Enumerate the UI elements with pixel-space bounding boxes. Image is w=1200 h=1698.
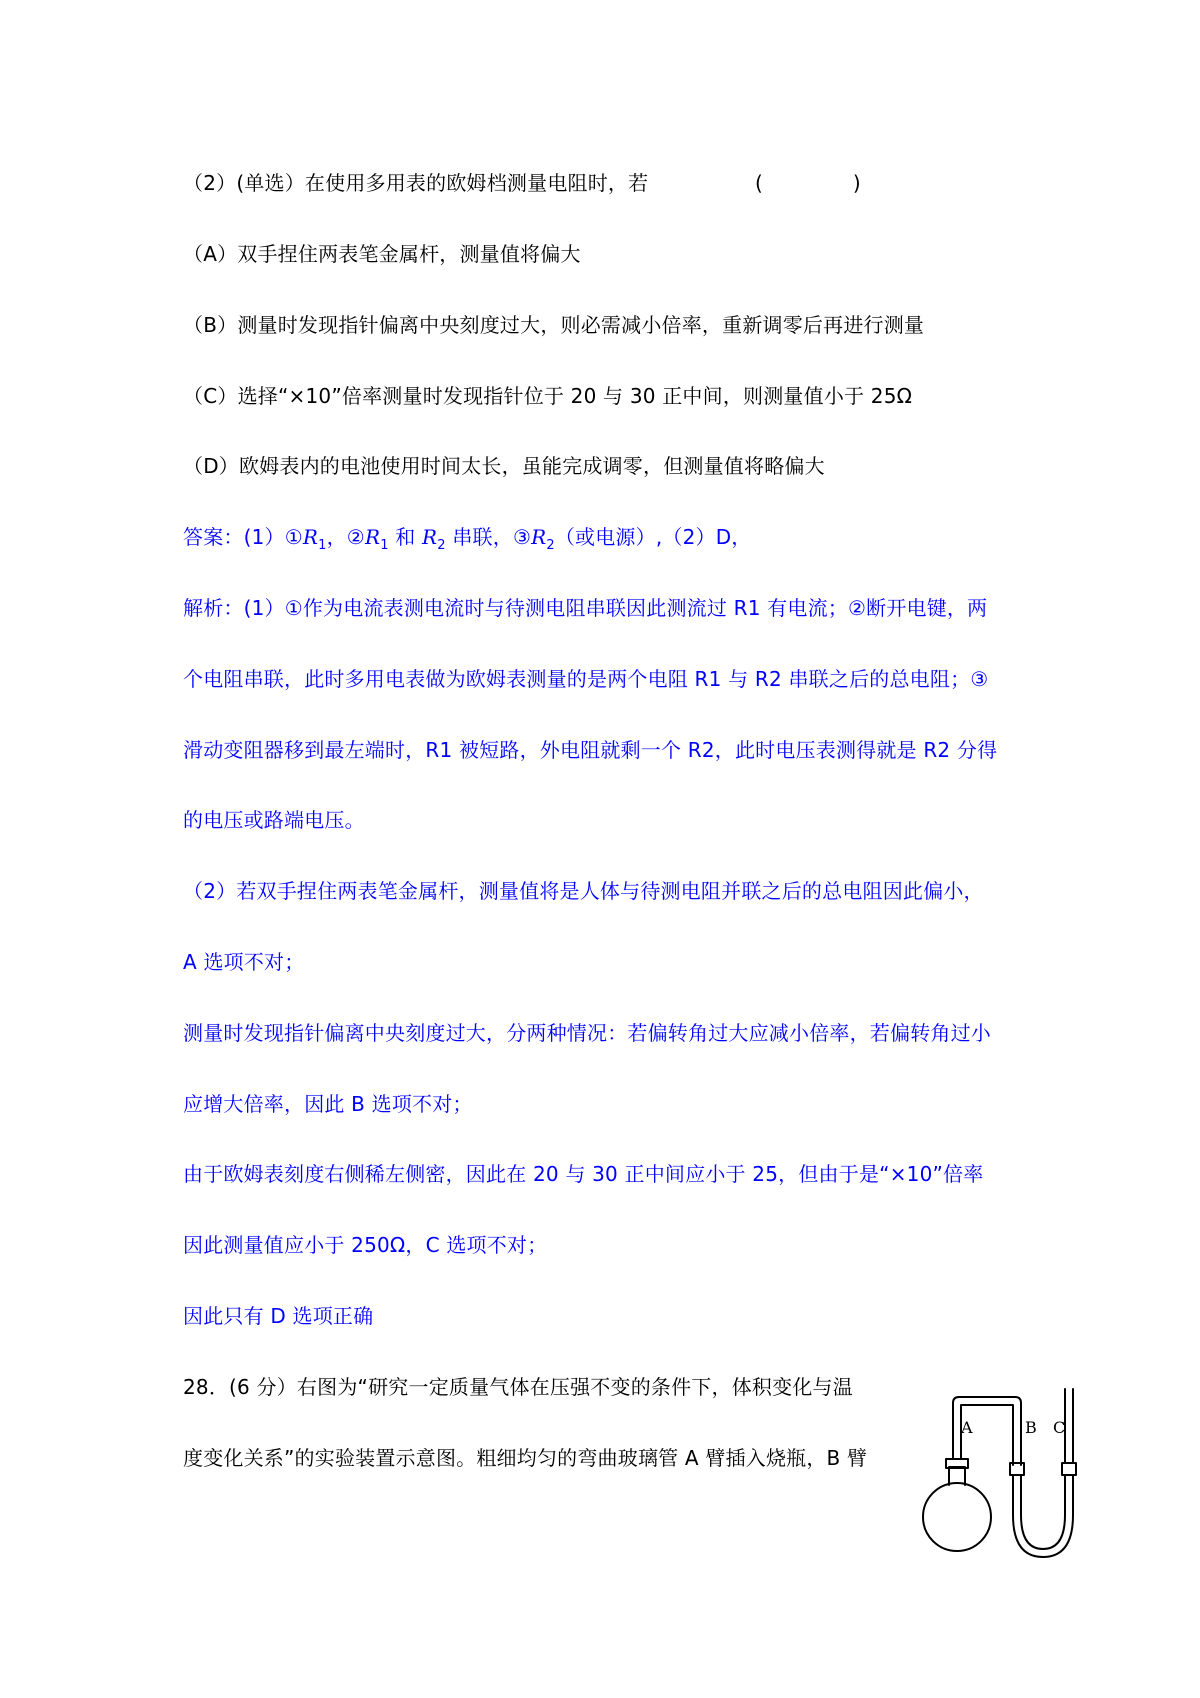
joint-c	[1062, 1463, 1076, 1475]
analysis-line-5: （2）若双手捏住两表笔金属杆，测量值将是人体与待测电阻并联之后的总电阻因此偏小，	[183, 879, 984, 903]
analysis-line-1: 解析：(1）①作为电流表测电流时与待测电阻串联因此测流过 R1 有电流；②断开电键，两	[183, 596, 988, 620]
option-a: （A）双手捏住两表笔金属杆，测量值将偏大	[183, 242, 581, 266]
label-a: A	[961, 1418, 973, 1437]
option-d: （D）欧姆表内的电池使用时间太长，虽能完成调零，但测量值将略偏大	[183, 454, 825, 478]
answer-r2-a-sub: 2	[437, 538, 446, 553]
label-b: B	[1025, 1418, 1037, 1437]
blank-open-paren: (	[755, 171, 763, 195]
apparatus-figure	[915, 1385, 1115, 1565]
answer-line	[183, 524, 752, 559]
blank-close-paren: )	[852, 171, 861, 195]
flask-bulb	[923, 1483, 991, 1551]
answer-mid-1: ，②	[326, 525, 365, 549]
answer-blank	[755, 170, 861, 196]
tube-c	[1065, 1389, 1073, 1463]
answer-r1-b-sub: 1	[380, 538, 389, 553]
option-b: （B）测量时发现指针偏离中央刻度过大，则必需减小倍率，重新调零后再进行测量	[183, 313, 925, 337]
answer-mid-3: 串联，③	[445, 525, 532, 549]
analysis-line-11: 因此只有 D 选项正确	[183, 1304, 374, 1328]
label-c: C	[1053, 1418, 1066, 1437]
answer-r1-a: R	[302, 525, 319, 549]
option-c: （C）选择“×10”倍率测量时发现指针位于 20 与 30 正中间，则测量值小于 25Ω	[183, 384, 913, 408]
analysis-line-6: A 选项不对；	[183, 950, 305, 974]
answer-r1-b: R	[364, 525, 381, 549]
answer-prefix: 答案：(1）①	[183, 525, 303, 549]
answer-mid-2: 和	[388, 525, 423, 549]
analysis-line-3: 滑动变阻器移到最左端时，R1 被短路，外电阻就剩一个 R2，此时电压表测得就是 R2 分得	[183, 738, 998, 762]
answer-r1-a-sub: 1	[318, 538, 327, 553]
analysis-line-8: 应增大倍率，因此 B 选项不对；	[183, 1092, 473, 1116]
analysis-line-10: 因此测量值应小于 250Ω，C 选项不对；	[183, 1233, 548, 1257]
question-stem: （2）(单选）在使用多用表的欧姆档测量电阻时，若	[183, 171, 649, 195]
answer-r2-b: R	[531, 525, 547, 549]
analysis-line-7: 测量时发现指针偏离中央刻度过大，分两种情况：若偏转角过大应减小倍率，若偏转角过小	[183, 1021, 991, 1045]
answer-suffix: （或电源）,（2）D，	[554, 525, 752, 549]
question-28-line-2: 度变化关系”的实验装置示意图。粗细均匀的弯曲玻璃管 A 臂插入烧瓶，B 臂	[183, 1446, 868, 1470]
analysis-line-2: 个电阻串联，此时多用电表做为欧姆表测量的是两个电阻 R1 与 R2 串联之后的总电阻；③	[183, 667, 989, 691]
analysis-line-9: 由于欧姆表刻度右侧稀左侧密，因此在 20 与 30 正中间应小于 25，但由于是“×10”倍率	[183, 1162, 984, 1186]
answer-r2-a: R	[422, 525, 438, 549]
analysis-line-4: 的电压或路端电压。	[183, 808, 365, 832]
question-28-line-1: 28．(6 分）右图为“研究一定质量气体在压强不变的条件下，体积变化与温	[183, 1375, 853, 1399]
answer-r2-b-sub: 2	[546, 538, 555, 553]
